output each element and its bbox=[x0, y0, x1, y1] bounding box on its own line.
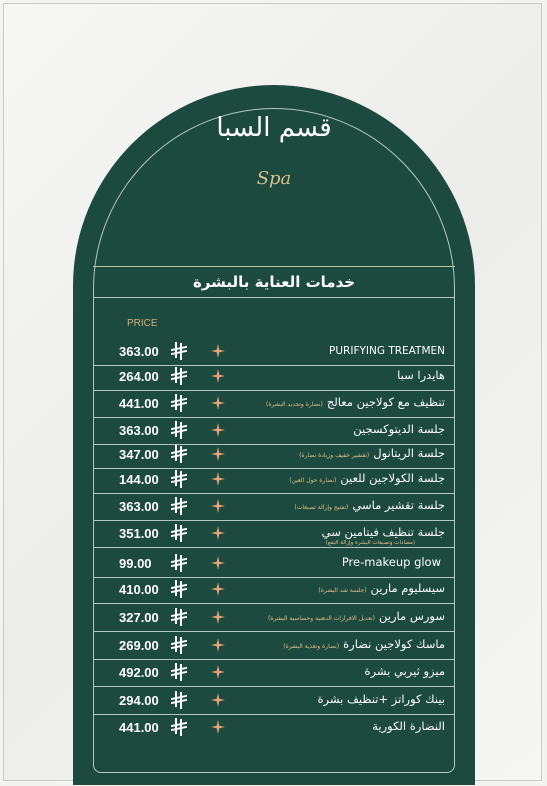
sparkle-icon bbox=[211, 471, 225, 485]
riyal-icon bbox=[171, 445, 187, 463]
riyal-icon bbox=[171, 421, 187, 439]
service-note: (نضارة وتغذية البشرة) bbox=[283, 643, 340, 650]
service-price: 363.00 bbox=[119, 499, 159, 514]
service-row bbox=[93, 468, 455, 494]
service-name-text: PURIFYING TREATMEN bbox=[329, 345, 445, 357]
service-name-text: ماسك كولاجين نضارة bbox=[343, 637, 445, 651]
service-row bbox=[93, 495, 455, 521]
sparkle-icon bbox=[211, 368, 225, 382]
riyal-icon bbox=[171, 663, 187, 681]
service-price: 264.00 bbox=[119, 369, 159, 384]
service-note: (جلسة شد البشرة) bbox=[318, 587, 367, 594]
section-title: خدمات العناية بالبشرة bbox=[93, 266, 455, 298]
service-name-text: Pre-makeup glow bbox=[341, 555, 441, 569]
service-name bbox=[397, 368, 445, 382]
service-name-text: تنظيف مع كولاجين معالج bbox=[326, 395, 445, 409]
riyal-icon bbox=[171, 367, 187, 385]
service-price: 363.00 bbox=[119, 423, 159, 438]
service-name bbox=[365, 664, 445, 678]
service-price: 294.00 bbox=[119, 693, 159, 708]
riyal-icon bbox=[171, 636, 187, 654]
riyal-icon bbox=[171, 342, 187, 360]
service-name-text: بينك كوراتز +تنظيف بشرة bbox=[317, 692, 445, 706]
service-row bbox=[93, 392, 455, 418]
service-price: 99.00 bbox=[119, 556, 152, 571]
service-row bbox=[93, 552, 455, 578]
sparkle-icon bbox=[211, 343, 225, 357]
service-note: (نضارة حول العين) bbox=[289, 477, 337, 484]
service-name bbox=[329, 345, 445, 357]
page-subtitle: Spa bbox=[256, 168, 292, 189]
service-row bbox=[93, 443, 455, 469]
sparkle-icon bbox=[211, 581, 225, 595]
service-price: 492.00 bbox=[119, 665, 159, 680]
sparkle-icon bbox=[211, 422, 225, 436]
page-title: قسم السبا bbox=[216, 113, 332, 143]
service-row bbox=[93, 578, 455, 604]
service-price: 351.00 bbox=[119, 526, 159, 541]
riyal-icon bbox=[171, 691, 187, 709]
service-price: 441.00 bbox=[119, 720, 159, 735]
service-row bbox=[93, 716, 455, 742]
service-price: 363.00 bbox=[119, 344, 159, 359]
service-price: 410.00 bbox=[119, 582, 159, 597]
service-name bbox=[322, 525, 445, 539]
service-note: (تفتيح وإزالة تصبغات) bbox=[294, 504, 349, 511]
riyal-icon bbox=[171, 608, 187, 626]
service-row bbox=[93, 606, 455, 632]
service-name bbox=[318, 581, 445, 595]
service-name-text: النضارة الكورية bbox=[372, 719, 445, 733]
sparkle-icon bbox=[211, 692, 225, 706]
service-name-text: ميزو ثيربي بشرة bbox=[364, 664, 445, 678]
service-name-text: هايدرا سبا bbox=[397, 368, 445, 382]
service-name bbox=[299, 446, 445, 460]
service-name bbox=[294, 498, 445, 512]
service-row bbox=[93, 661, 455, 687]
price-column-header: PRICE bbox=[127, 318, 158, 329]
service-price: 269.00 bbox=[119, 638, 159, 653]
service-name bbox=[318, 692, 445, 706]
sparkle-icon bbox=[211, 609, 225, 623]
sparkle-icon bbox=[211, 446, 225, 460]
service-name bbox=[266, 395, 445, 409]
service-price: 347.00 bbox=[119, 447, 159, 462]
sparkle-icon bbox=[211, 525, 225, 539]
sparkle-icon bbox=[211, 498, 225, 512]
service-name-text: جلسة الريتانول bbox=[373, 446, 445, 460]
service-row bbox=[93, 634, 455, 660]
sparkle-icon bbox=[211, 664, 225, 678]
riyal-icon bbox=[171, 497, 187, 515]
service-name-text: سيسليوم مارين bbox=[370, 581, 445, 595]
riyal-icon bbox=[171, 718, 187, 736]
riyal-icon bbox=[171, 554, 187, 572]
service-row bbox=[93, 340, 455, 366]
service-price: 144.00 bbox=[119, 472, 159, 487]
service-name bbox=[342, 555, 441, 569]
service-row bbox=[93, 419, 455, 445]
service-name bbox=[268, 609, 445, 623]
service-note: (تعديل الافرازات الدهنية وحساسية البشرة) bbox=[268, 615, 375, 622]
service-note: (نضارة وتجديد البشرة) bbox=[266, 401, 323, 408]
sparkle-icon bbox=[211, 637, 225, 651]
service-name-text: جلسة الكولاجين للعين bbox=[340, 471, 445, 485]
service-name bbox=[289, 471, 445, 485]
service-row bbox=[93, 522, 455, 548]
riyal-icon bbox=[171, 580, 187, 598]
sparkle-icon bbox=[211, 555, 225, 569]
service-row bbox=[93, 689, 455, 715]
service-name bbox=[283, 637, 445, 651]
service-note: (مضادات وتصبغات البشرة وإزالة البقع) bbox=[325, 540, 415, 546]
service-name-text: جلسة تقشير ماسي bbox=[352, 498, 445, 512]
service-row bbox=[93, 365, 455, 391]
service-price: 441.00 bbox=[119, 396, 159, 411]
service-note: (تقشير خفيف وزيادة نضارة) bbox=[299, 452, 370, 459]
service-name-text: جلسة الديتوكسجين bbox=[353, 422, 445, 436]
sparkle-icon bbox=[211, 719, 225, 733]
riyal-icon bbox=[171, 524, 187, 542]
service-price: 327.00 bbox=[119, 610, 159, 625]
riyal-icon bbox=[171, 394, 187, 412]
service-name-text: جلسة تنظيف فيتامين سي bbox=[321, 525, 445, 539]
service-name bbox=[372, 719, 445, 733]
sparkle-icon bbox=[211, 395, 225, 409]
riyal-icon bbox=[171, 470, 187, 488]
service-name-text: سورس مارين bbox=[379, 609, 445, 623]
service-name bbox=[353, 422, 445, 436]
